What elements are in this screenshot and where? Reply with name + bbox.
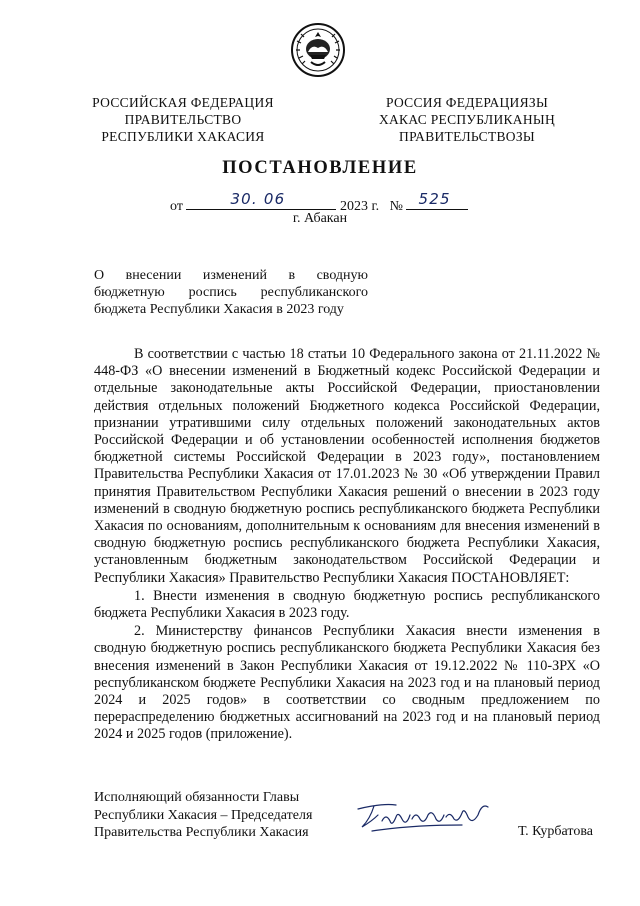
header-left-line-1: РОССИЙСКАЯ ФЕДЕРАЦИЯ	[92, 95, 274, 110]
header-right-line-2: ХАКАС РЕСПУБЛИКАНЫҢ	[378, 112, 556, 127]
header-left-line-2: ПРАВИТЕЛЬСТВО	[124, 112, 242, 127]
number-field	[406, 190, 468, 210]
signatory-position-line-3: Правительства Республики Хакасия	[94, 825, 309, 840]
signatory-position-line-1: Исполняющий обязанности Главы	[94, 790, 300, 805]
date-from-label: от	[170, 199, 183, 214]
header-left-block	[68, 94, 298, 145]
number-label: №	[389, 199, 403, 214]
handwritten-date: 30. 06	[230, 190, 286, 208]
body-paragraph-item-1: 1. Внести изменения в сводную бюджетную роспись республиканского бюджета Республики Хакасия в 2023 году.	[94, 587, 600, 622]
header-left-line-3: РЕСПУБЛИКИ ХАКАСИЯ	[101, 129, 265, 144]
signatory-position	[94, 789, 312, 842]
body-paragraph-preamble: В соответствии с частью 18 статьи 10 Федерального закона от 21.11.2022 № 448-ФЗ «О внесении изменений в Бюджетный кодекс Российской Федерации и отдельные законодательные акты Российской Федерации, приостановлении действия отдельных положений Бюджетного кодекса Российской Федерации, признании утратившими силу отдельных положений законодательных актов Российской Федерации и об установлении особенностей исполнения бюджетов бюджетной системы Российской Федерации в 2023 году», постановлением Правительства Республики Хакасия от 17.01.2023 № 30 «Об утверждении Правил принятия Правительством Республики Хакасия решений о внесении в 2023 году изменений в сводную бюджетную роспись республиканского бюджета Республики Хакасия по основаниям, дополнительным к основаниям для внесения изменений в сводную бюджетную роспись республиканского бюджета Республики Хакасия, установленным бюджетным законодательством Российской Федерации и Республики Хакасия» Правительство Республики Хакасия ПОСТАНОВЛЯЕТ:	[94, 346, 600, 586]
handwritten-number: 525	[418, 190, 451, 208]
coat-of-arms-emblem-icon	[290, 22, 346, 78]
header-right-line-3: ПРАВИТЕЛЬСТВОЗЫ	[399, 129, 535, 144]
body-paragraph-item-2: 2. Министерству финансов Республики Хакасия внести изменения в сводную бюджетную роспись республиканского бюджета Республики Хакасия без внесения изменений в Закон Республики Хакасия от 19.12.2022 № 110-ЗРХ «О республиканском бюджете Республики Хакасия на 2023 год и на плановый период 2024 и 2025 годов» в соответствии со сводным предложением по перераспределению бюджетных ассигнований на 2023 год и на плановый период 2024 и 2025 годов (приложение).	[94, 623, 600, 743]
document-title: ПОСТАНОВЛЕНИЕ	[222, 158, 418, 178]
date-field	[186, 190, 336, 210]
header-right-block	[352, 94, 582, 145]
signatory-position-line-2: Республики Хакасия – Председателя	[94, 807, 313, 823]
document-subject: О внесении изменений в сводную бюджетную роспись республиканского бюджета Республики Хакасия в 2023 году	[94, 268, 368, 317]
year-label: 2023 г.	[339, 199, 380, 214]
handwritten-signature-icon	[352, 795, 512, 835]
document-body	[94, 346, 600, 744]
header-right-line-1: РОССИЯ ФЕДЕРАЦИЯЗЫ	[385, 95, 549, 110]
signatory-name: Т. Курбатова	[518, 824, 593, 839]
city-label: г. Абакан	[292, 211, 348, 226]
